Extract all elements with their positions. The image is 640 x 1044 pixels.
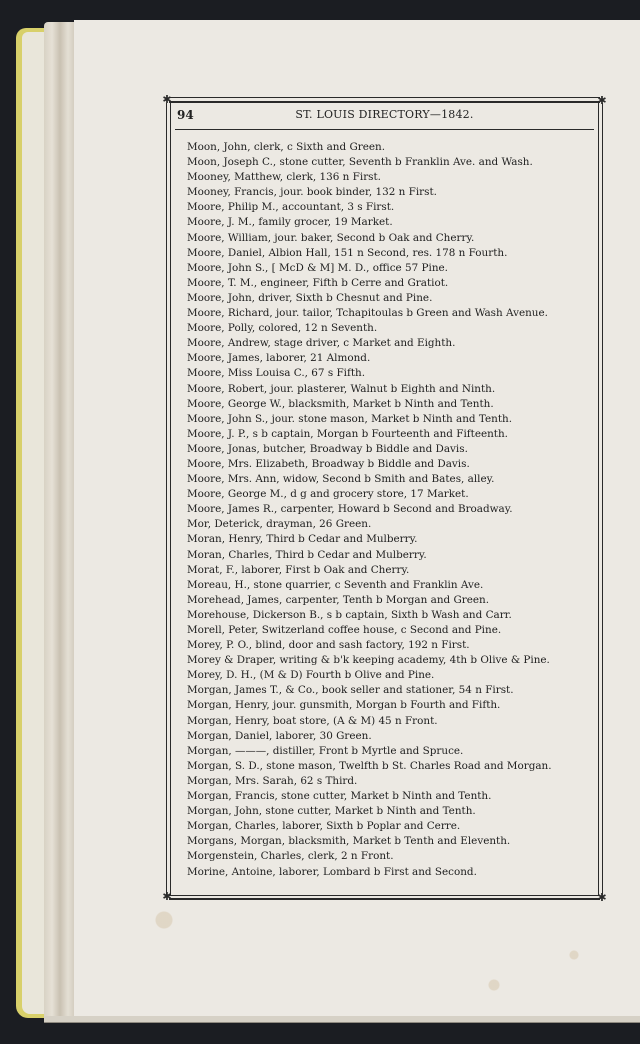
directory-entry: Moore, John, driver, Sixth b Chesnut and Pine. <box>187 291 433 304</box>
directory-entry: Morgan, Mrs. Sarah, 62 s Third. <box>187 774 358 787</box>
directory-entry: Morine, Antoine, laborer, Lombard b First and Second. <box>187 865 477 878</box>
directory-entry: Morey & Draper, writing & b'k keeping academy, 4th b Olive & Pine. <box>187 654 550 667</box>
directory-entry: Morgan, Henry, jour. gunsmith, Morgan b Fourth and Fifth. <box>187 699 501 712</box>
bottom-rule <box>169 895 600 896</box>
directory-entry: Morgenstein, Charles, clerk, 2 n Front. <box>187 850 394 863</box>
directory-entry: Moore, Daniel, Albion Hall, 151 n Second, res. 178 n Fourth. <box>187 246 508 259</box>
directory-entry: Moore, J. M., family grocer, 19 Market. <box>187 216 393 229</box>
directory-entry: Moore, Mrs. Ann, widow, Second b Smith and Bates, alley. <box>187 473 495 486</box>
directory-entry: Moore, John S., [ McD & M] M. D., office 57 Pine. <box>187 261 448 274</box>
ornament-icon: ✱ <box>597 94 607 107</box>
directory-entry: Moreau, H., stone quarrier, c Seventh and Franklin Ave. <box>187 578 484 591</box>
directory-entry: Moore, Richard, jour. tailor, Tchapitoulas b Green and Wash Avenue. <box>187 307 548 320</box>
directory-entry: Moore, Mrs. Elizabeth, Broadway b Biddle and Davis. <box>187 457 470 470</box>
directory-entry: Moore, Philip M., accountant, 3 s First. <box>187 201 395 214</box>
directory-entry: Moore, George W., blacksmith, Market b Ninth and Tenth. <box>187 397 494 410</box>
page-number: 94 <box>177 108 194 122</box>
directory-entry: Moore, George M., d g and grocery store, 17 Market. <box>187 488 469 501</box>
directory-entry: Mooney, Francis, jour. book binder, 132 n First. <box>187 186 437 199</box>
directory-entry: Mor, Deterick, drayman, 26 Green. <box>187 518 372 531</box>
directory-entry: Morgans, Morgan, blacksmith, Market b Tenth and Eleventh. <box>187 835 511 848</box>
directory-entry: Moran, Henry, Third b Cedar and Mulberry. <box>187 533 418 546</box>
directory-entry: Morgan, S. D., stone mason, Twelfth b St. Charles Road and Morgan. <box>187 759 552 772</box>
directory-entry: Moore, Miss Louisa C., 67 s Fifth. <box>187 367 366 380</box>
directory-entry: Moore, James R., carpenter, Howard b Second and Broadway. <box>187 503 513 516</box>
directory-entry: Mooney, Matthew, clerk, 136 n First. <box>187 171 381 184</box>
directory-entry: Morat, F., laborer, First b Oak and Cherry. <box>187 563 410 576</box>
directory-entry: Moore, Robert, jour. plasterer, Walnut b Eighth and Ninth. <box>187 382 496 395</box>
directory-entry: Moore, Andrew, stage driver, c Market and Eighth. <box>187 337 456 350</box>
directory-entry: Morehouse, Dickerson B., s b captain, Sixth b Wash and Carr. <box>187 608 512 621</box>
directory-entry: Moore, T. M., engineer, Fifth b Cerre and Gratiot. <box>187 276 449 289</box>
directory-entries <box>187 140 596 880</box>
directory-entry: Moore, Polly, colored, 12 n Seventh. <box>187 322 378 335</box>
directory-entry: Moore, William, jour. baker, Second b Oak and Cherry. <box>187 231 475 244</box>
directory-entry: Morgan, Daniel, laborer, 30 Green. <box>187 729 372 742</box>
directory-entry: Moore, John S., jour. stone mason, Market b Ninth and Tenth. <box>187 412 513 425</box>
directory-entry: Morey, P. O., blind, door and sash factory, 192 n First. <box>187 639 470 652</box>
left-rule-inner <box>170 103 171 895</box>
directory-entry: Morgan, Francis, stone cutter, Market b Ninth and Tenth. <box>187 790 492 803</box>
page-frame <box>163 95 606 903</box>
directory-entry: Moore, James, laborer, 21 Almond. <box>187 352 371 365</box>
directory-entry: Morgan, Henry, boat store, (A & M) 45 n Front. <box>187 714 438 727</box>
directory-entry: Morgan, John, stone cutter, Market b Ninth and Tenth. <box>187 805 476 818</box>
ornament-icon: ✱ <box>162 890 172 903</box>
directory-entry: Moon, John, clerk, c Sixth and Green. <box>187 141 386 153</box>
ornament-icon: ✱ <box>162 93 172 106</box>
directory-entry: Moore, J. P., s b captain, Morgan b Fourteenth and Fifteenth. <box>187 427 508 440</box>
directory-entry: Morell, Peter, Switzerland coffee house, c Second and Pine. <box>187 624 502 636</box>
directory-entry: Morgan, James T., & Co., book seller and stationer, 54 n First. <box>187 684 514 697</box>
right-rule <box>602 103 603 895</box>
directory-entry: Moon, Joseph C., stone cutter, Seventh b Franklin Ave. and Wash. <box>187 156 533 169</box>
directory-entry: Moran, Charles, Third b Cedar and Mulberry. <box>187 548 427 561</box>
running-title: ST. LOUIS DIRECTORY—1842. <box>295 108 474 121</box>
bottom-rule-thick <box>169 898 600 900</box>
directory-entry: Morehead, James, carpenter, Tenth b Morgan and Green. <box>187 593 490 606</box>
directory-entry: Morey, D. H., (M & D) Fourth b Olive and Pine. <box>187 669 435 682</box>
page-bottom-edge <box>44 1016 640 1023</box>
top-rule <box>169 97 600 98</box>
directory-entry: Morgan, Charles, laborer, Sixth b Poplar and Cerre. <box>187 820 461 833</box>
directory-entry: Morgan, ———, distiller, Front b Myrtle and Spruce. <box>187 744 464 757</box>
ornament-icon: ✱ <box>597 891 607 904</box>
page-header <box>175 103 594 130</box>
directory-entry: Moore, Jonas, butcher, Broadway b Biddle and Davis. <box>187 442 468 455</box>
left-rule <box>166 103 167 895</box>
right-rule-inner <box>598 103 599 895</box>
